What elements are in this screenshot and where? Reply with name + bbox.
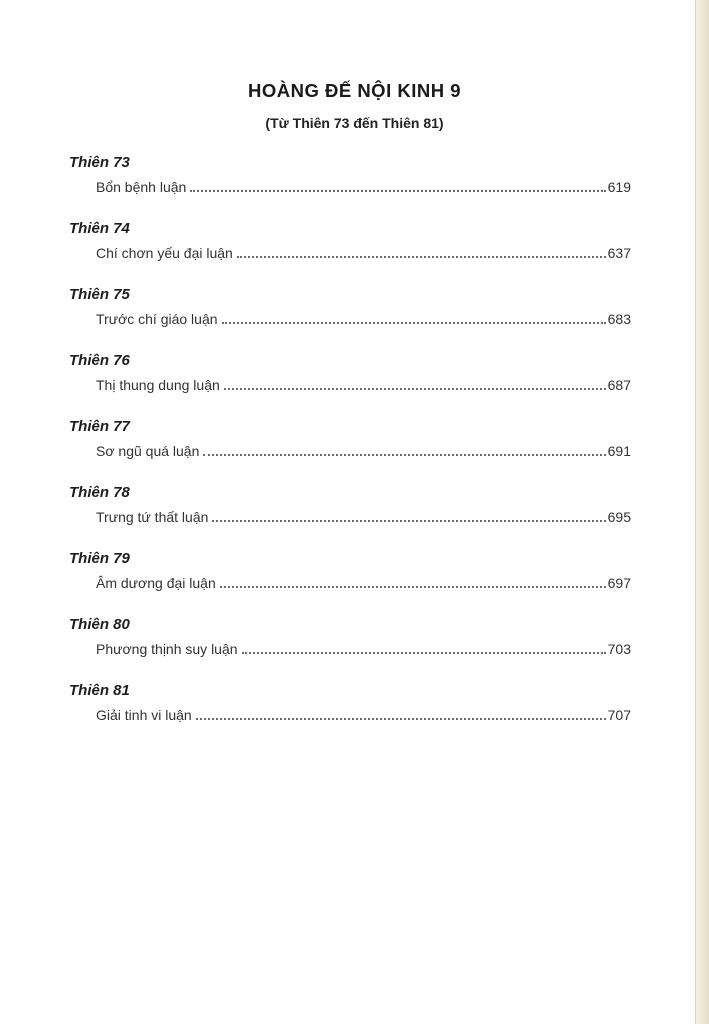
- toc-line[interactable]: [96, 178, 631, 196]
- toc-line[interactable]: [96, 508, 631, 526]
- dot-leader: [212, 520, 605, 522]
- toc-line[interactable]: [96, 640, 631, 658]
- page-number: 683: [607, 311, 631, 327]
- book-subtitle: (Từ Thiên 73 đến Thiên 81): [265, 115, 444, 131]
- toc-line[interactable]: [96, 574, 631, 592]
- toc-entry-74: [0, 220, 709, 280]
- chapter-label: Thiên 75: [69, 286, 130, 303]
- toc-entry-77: [0, 418, 709, 478]
- dot-leader: [224, 388, 606, 390]
- chapter-label: Thiên 79: [69, 550, 130, 567]
- toc-title: Sơ ngũ quá luận: [96, 443, 200, 459]
- dot-leader: [196, 718, 606, 720]
- toc-entry-81: [0, 682, 709, 742]
- dot-leader: [203, 454, 605, 456]
- toc-title: Thị thung dung luận: [96, 377, 220, 393]
- toc-entry-73: [0, 154, 709, 214]
- chapter-label: Thiên 81: [69, 682, 130, 699]
- page-number: 637: [607, 245, 631, 261]
- chapter-label: Thiên 77: [69, 418, 130, 435]
- toc-title: Chí chơn yếu đại luận: [96, 245, 233, 261]
- page-number: 691: [607, 443, 631, 459]
- toc-title: Âm dương đại luận: [96, 575, 216, 591]
- dot-leader: [242, 652, 606, 654]
- toc-line[interactable]: [96, 244, 631, 262]
- toc-entry-75: [0, 286, 709, 346]
- toc-title: Trưng tứ thất luận: [96, 509, 209, 525]
- toc-entry-76: [0, 352, 709, 412]
- toc-entry-78: [0, 484, 709, 544]
- toc-line[interactable]: [96, 442, 631, 460]
- toc-title: Phương thịnh suy luận: [96, 641, 238, 657]
- toc-title: Bổn bệnh luận: [96, 179, 187, 195]
- chapter-label: Thiên 76: [69, 352, 130, 369]
- toc-line[interactable]: [96, 376, 631, 394]
- chapter-label: Thiên 78: [69, 484, 130, 501]
- toc-title: Trước chí giáo luận: [96, 311, 218, 327]
- page-number: 695: [607, 509, 631, 525]
- page-number: 697: [607, 575, 631, 591]
- dot-leader: [222, 322, 606, 324]
- dot-leader: [237, 256, 606, 258]
- page-number: 703: [607, 641, 631, 657]
- page-number: 619: [607, 179, 631, 195]
- toc-line[interactable]: [96, 706, 631, 724]
- toc-entry-79: [0, 550, 709, 610]
- toc-title: Giải tinh vi luận: [96, 707, 192, 723]
- toc-entry-80: [0, 616, 709, 676]
- chapter-label: Thiên 74: [69, 220, 130, 237]
- page-number: 707: [607, 707, 631, 723]
- chapter-label: Thiên 80: [69, 616, 130, 633]
- book-title: HOÀNG ĐẾ NỘI KINH 9: [247, 80, 462, 101]
- toc-line[interactable]: [96, 310, 631, 328]
- dot-leader: [190, 190, 605, 192]
- chapter-label: Thiên 73: [69, 154, 130, 171]
- dot-leader: [220, 586, 606, 588]
- page-number: 687: [607, 377, 631, 393]
